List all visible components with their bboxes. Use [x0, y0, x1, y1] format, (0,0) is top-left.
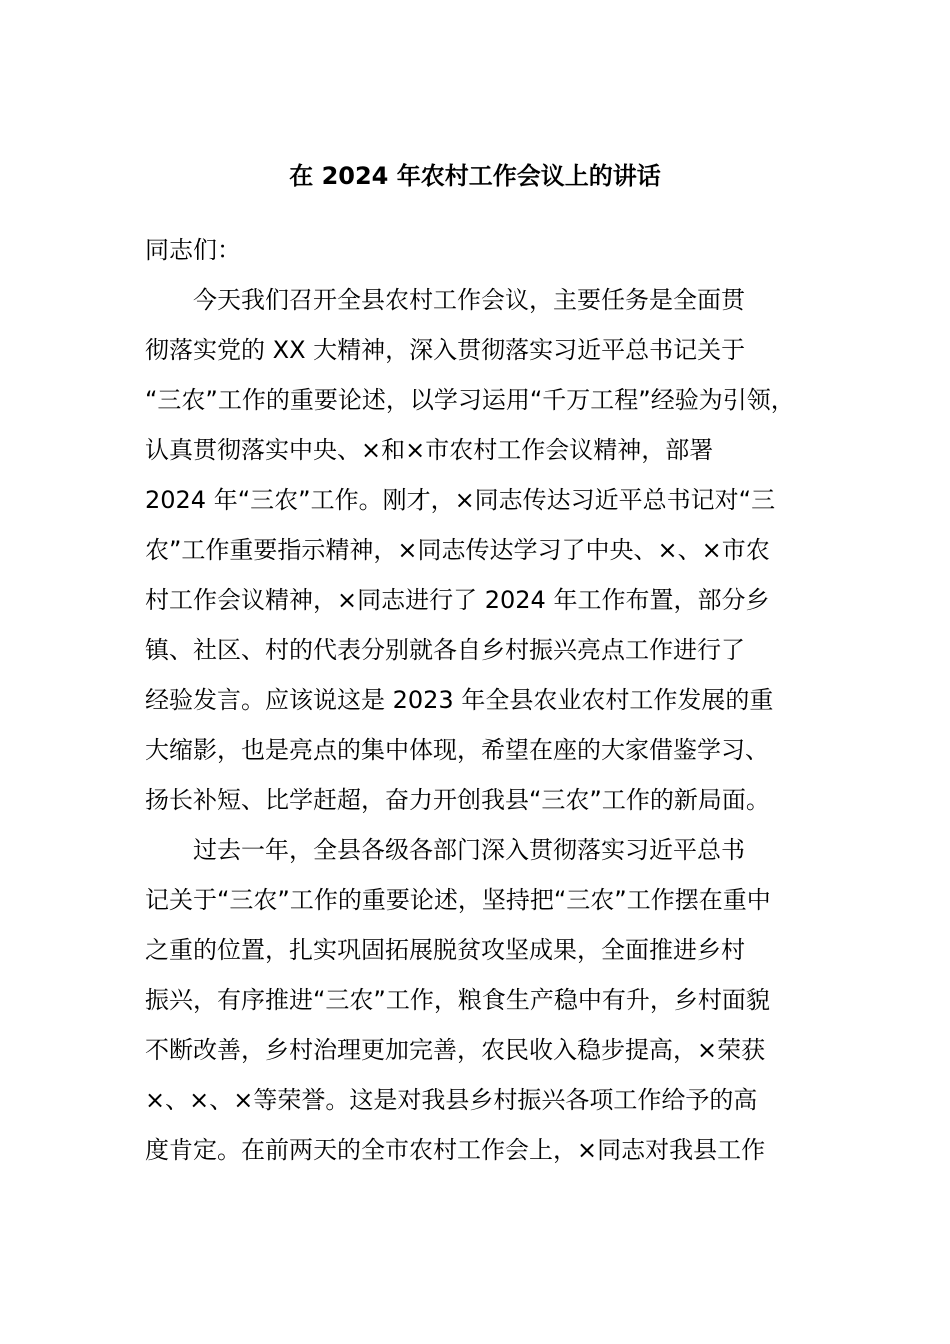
- text-line: 认真贯彻落实中央、×和×市农村工作会议精神，部署: [145, 436, 714, 464]
- text-line: 记关于“三农”工作的重要论述，坚持把“三农”工作摆在重中: [145, 886, 771, 914]
- text-line: 同志们：: [145, 236, 241, 264]
- text-line: 经验发言。应该说这是 2023 年全县农业农村工作发展的重: [145, 686, 774, 714]
- text-line: 之重的位置，扎实巩固拓展脱贫攻坚成果，全面推进乡村: [145, 936, 745, 964]
- text-line: “三农”工作的重要论述，以学习运用“千万工程”经验为引领，: [145, 386, 795, 414]
- text-line: 2024 年“三农”工作。刚才，×同志传达习近平总书记对“三: [145, 486, 776, 514]
- text-line: ×、×、×等荣誉。这是对我县乡村振兴各项工作给予的高: [145, 1086, 758, 1114]
- document-title: 在 2024 年农村工作会议上的讲话: [289, 162, 661, 190]
- text-line: 振兴，有序推进“三农”工作，粮食生产稳中有升，乡村面貌: [145, 986, 770, 1014]
- text-line: 农”工作重要指示精神，×同志传达学习了中央、×、×市农: [145, 536, 770, 564]
- text-line: 彻落实党的 XX 大精神，深入贯彻落实习近平总书记关于: [145, 336, 746, 364]
- text-line: 度肯定。在前两天的全市农村工作会上，×同志对我县工作: [145, 1136, 766, 1164]
- text-line: 过去一年，全县各级各部门深入贯彻落实习近平总书: [145, 836, 745, 864]
- text-line: 村工作会议精神，×同志进行了 2024 年工作布置，部分乡: [145, 586, 770, 614]
- text-line: 大缩影，也是亮点的集中体现，希望在座的大家借鉴学习、: [145, 736, 769, 764]
- text-line: 扬长补短、比学赶超，奋力开创我县“三农”工作的新局面。: [145, 786, 770, 814]
- text-line: 镇、社区、村的代表分别就各自乡村振兴亮点工作进行了: [145, 636, 745, 664]
- text-line: 不断改善，乡村治理更加完善，农民收入稳步提高，×荣获: [145, 1036, 766, 1064]
- text-line: 今天我们召开全县农村工作会议，主要任务是全面贯: [145, 286, 745, 314]
